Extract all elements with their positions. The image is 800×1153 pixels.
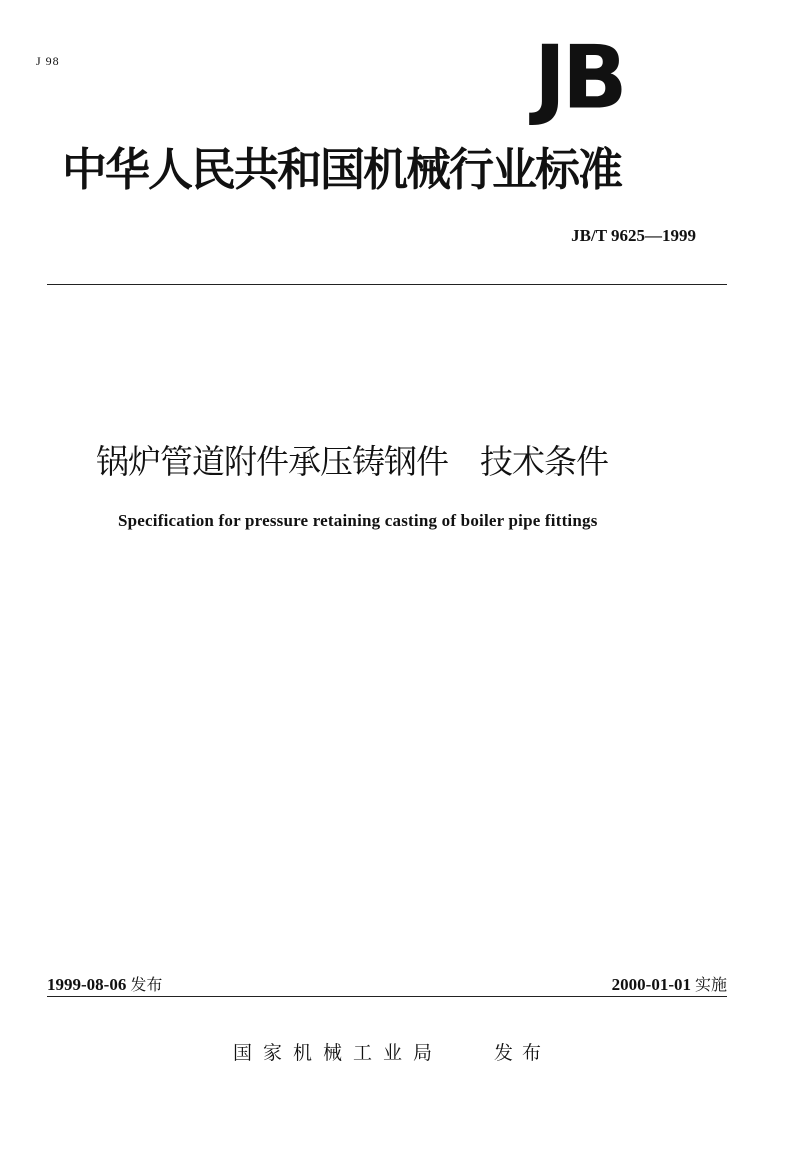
issue-label: 发布 [130,975,163,994]
standard-number: JB/T 9625—1999 [571,226,696,245]
standard-title: 中华人民共和国机械行业标准 [62,143,622,196]
implementation-date: 2000-01-01 [611,975,691,994]
bottom-divider [47,996,727,997]
implementation-label: 实施 [694,975,727,994]
document-title-chinese: 锅炉管道附件承压铸钢件 技术条件 [96,442,608,481]
publish-label: 发布 [494,1042,551,1064]
issue-date: 1999-08-06 [47,975,127,994]
jb-logo: JB [534,26,624,129]
top-divider [47,284,727,285]
document-title-english: Specification for pressure retaining casting of boiler pipe fittings [118,511,598,530]
publisher-name: 国家机械工业局 [233,1042,444,1064]
issue-date-line [47,972,162,995]
classification-code: J 98 [36,54,60,68]
implementation-date-line [612,972,727,995]
